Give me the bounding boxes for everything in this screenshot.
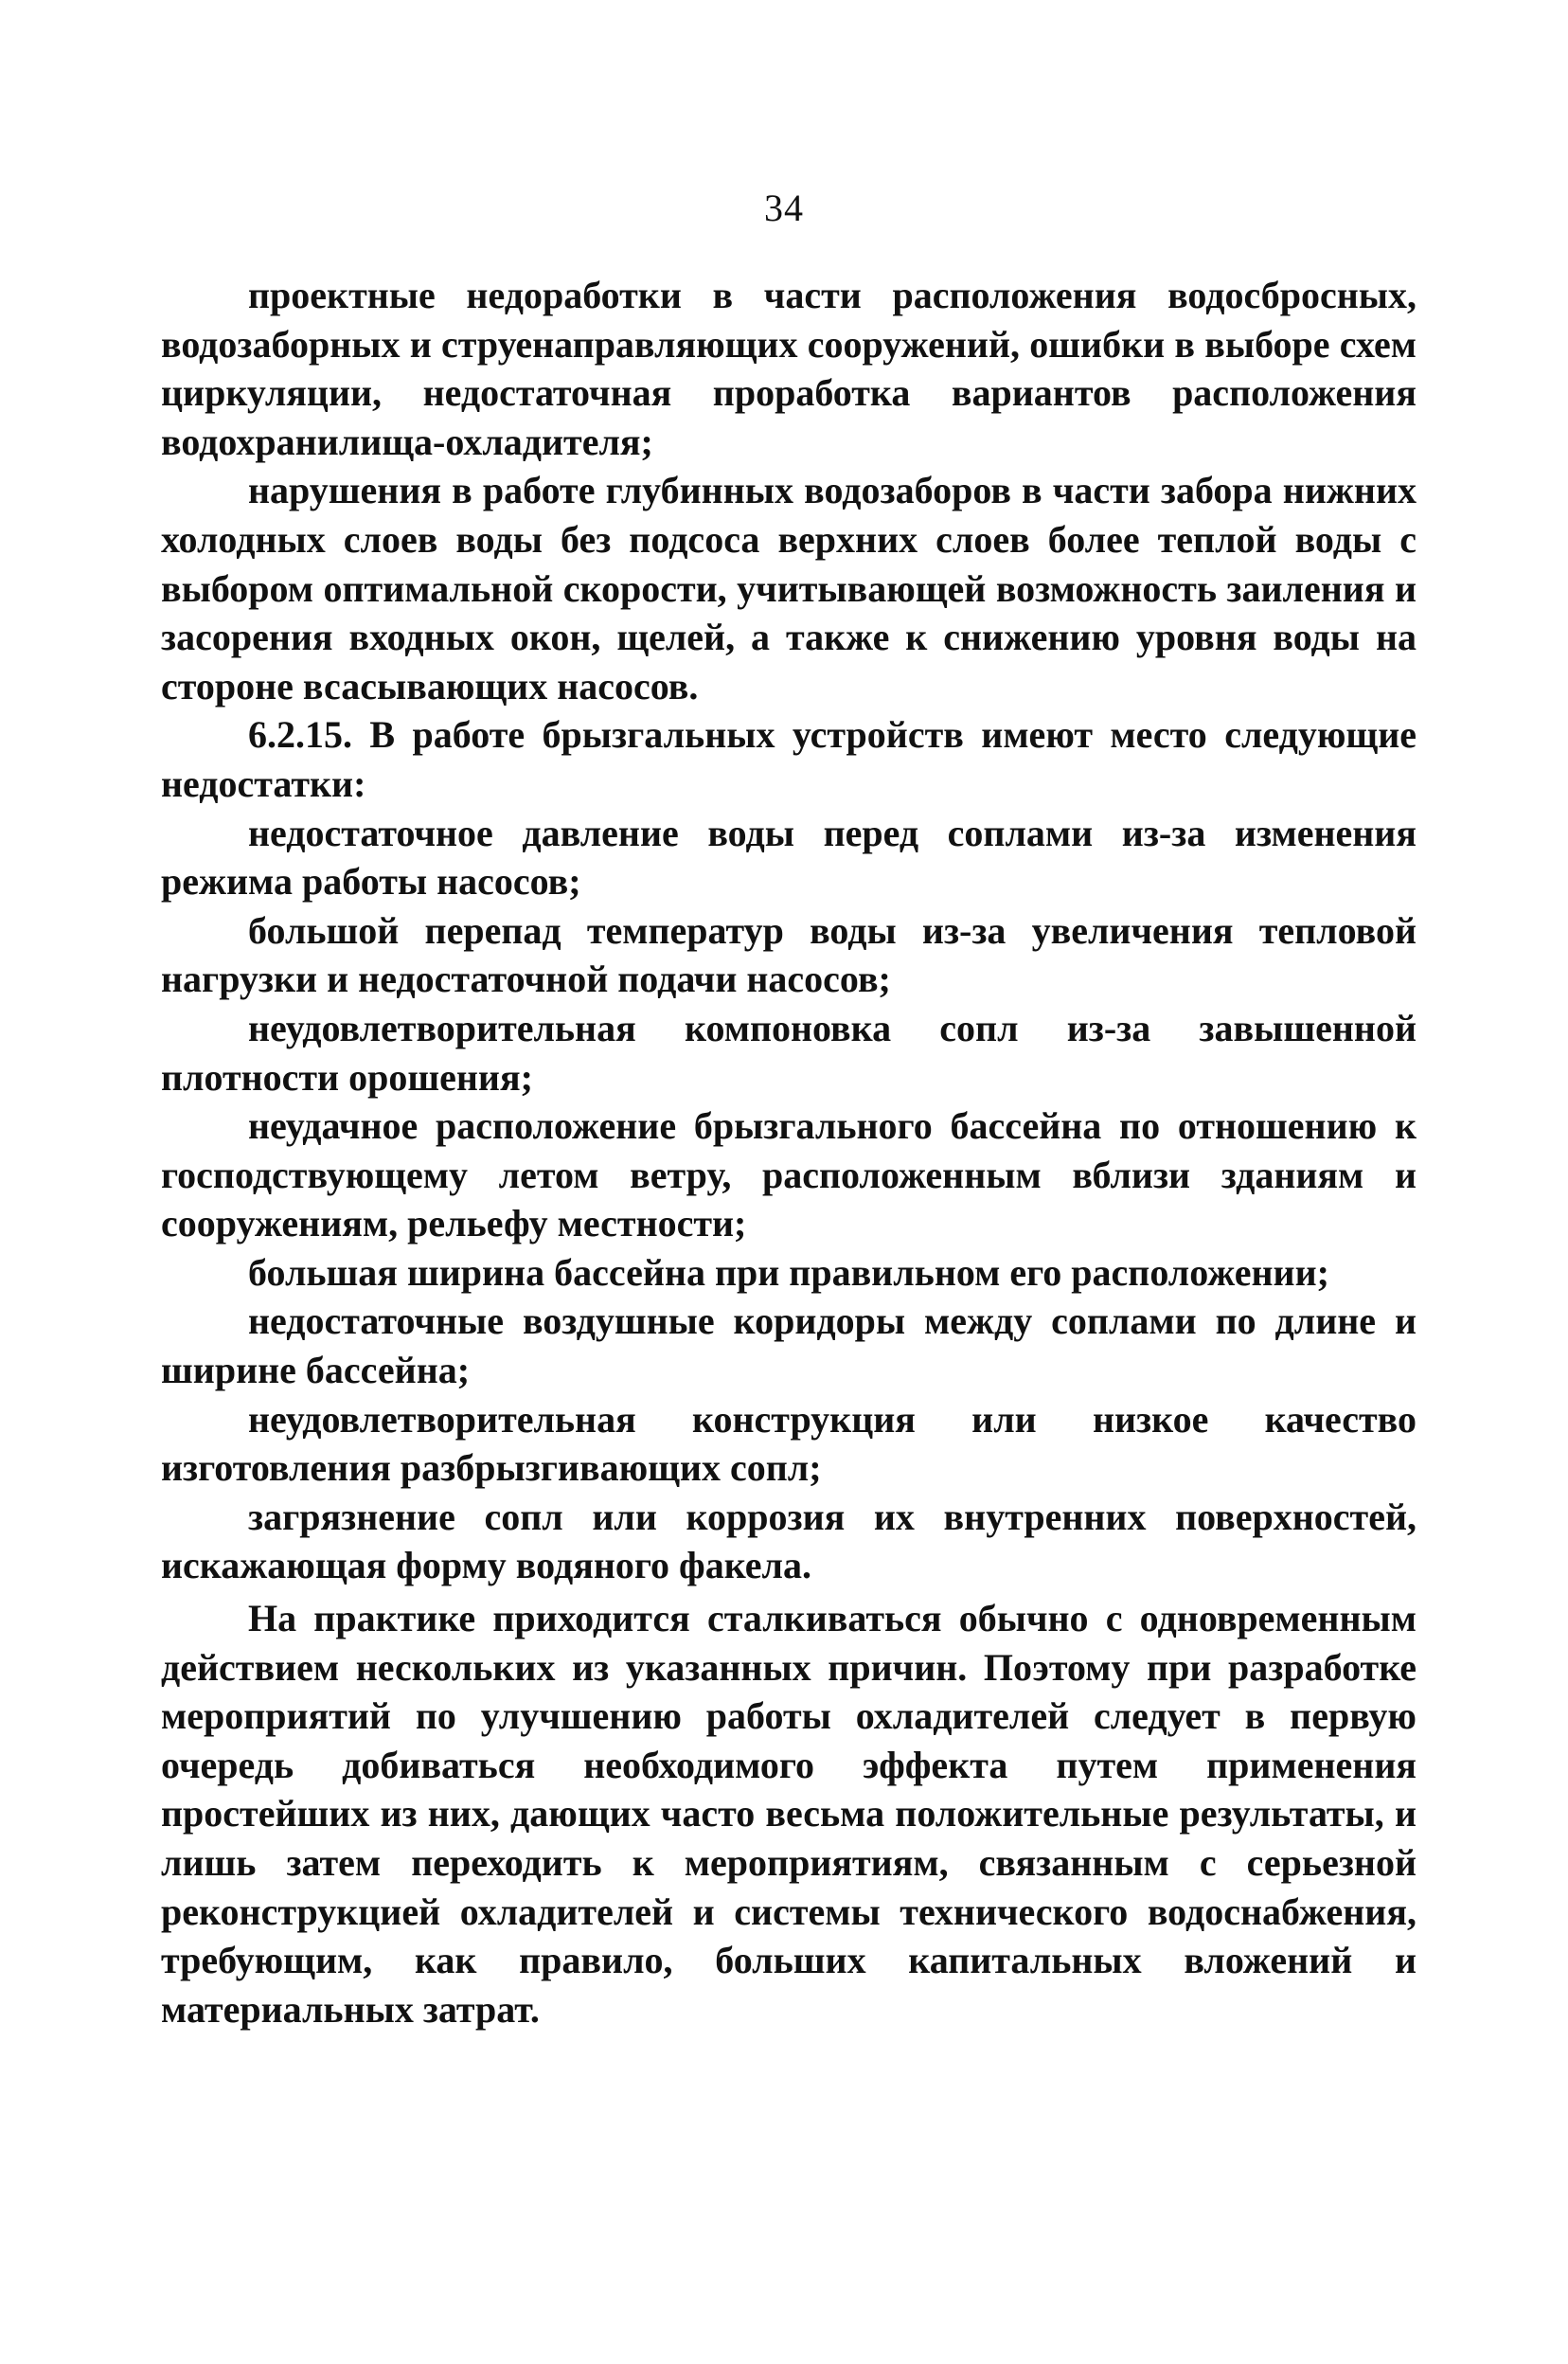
paragraph-air-corridors: недостаточные воздушные коридоры между соплами по длине и ширине бассейна;: [161, 1299, 1417, 1392]
paragraph-conclusion: На практике приходится сталкиваться обычно с одновременным действием нескольких из указанных причин. Поэтому при разработке мероприятий по улучшению работы охладителей следует в первую очередь добиваться необходимого эффекта путем применения простейших из них, дающих часто весьма положительные результаты, и лишь затем переходить к мероприятиям, связанным с серьезной реконструкцией охладителей и системы технического водоснабжения, требующим, как правило, больших капитальных вложений и материальных затрат.: [161, 1597, 1417, 2031]
paragraph-deep-intakes: нарушения в работе глубинных водозаборов в части забора нижних холодных слоев воды без подсоса верхних слоев более теплой воды с выбором оптимальной скорости, учитывающей возможность заиления и засорения входных окон, щелей, а также к снижению уровня воды на стороне всасывающих насосов.: [161, 469, 1417, 707]
paragraph-nozzle-contamination: загрязнение сопл или коррозия их внутренних поверхностей, искажающая форму водяного факела.: [161, 1495, 1417, 1587]
paragraph-nozzle-construction: неудовлетворительная конструкция или низкое качество изготовления разбрызгивающих сопл;: [161, 1397, 1417, 1490]
paragraph-pool-location: неудачное расположение брызгального бассейна по отношению к господствующему летом ветру, расположенным вблизи зданиям и сооружениям, рельефу местности;: [161, 1104, 1417, 1245]
paragraph-pool-width: большая ширина бассейна при правильном его расположении;: [248, 1250, 1329, 1294]
page-number: 34: [764, 187, 804, 229]
paragraph-nozzle-layout: неудовлетворительная компоновка сопл из-за завышенной плотности орошения;: [161, 1006, 1417, 1099]
paragraph-section-6-2-15: 6.2.15. В работе брызгальных устройств имеют место следующие недостатки:: [161, 713, 1417, 805]
body-text: [161, 271, 1417, 2033]
paragraph-water-pressure: недостаточное давление воды перед соплами из-за изменения режима работы насосов;: [161, 811, 1417, 904]
paragraph-design-flaws: проектные недоработки в части расположения водосбросных, водозаборных и струенаправляющих сооружений, ошибки в выборе схем циркуляции, недостаточная проработка вариантов расположения водохранилища-охладителя;: [161, 274, 1417, 463]
paragraph-temperature-drop: большой перепад температур воды из-за увеличения тепловой нагрузки и недостаточной подачи насосов;: [161, 908, 1417, 1001]
